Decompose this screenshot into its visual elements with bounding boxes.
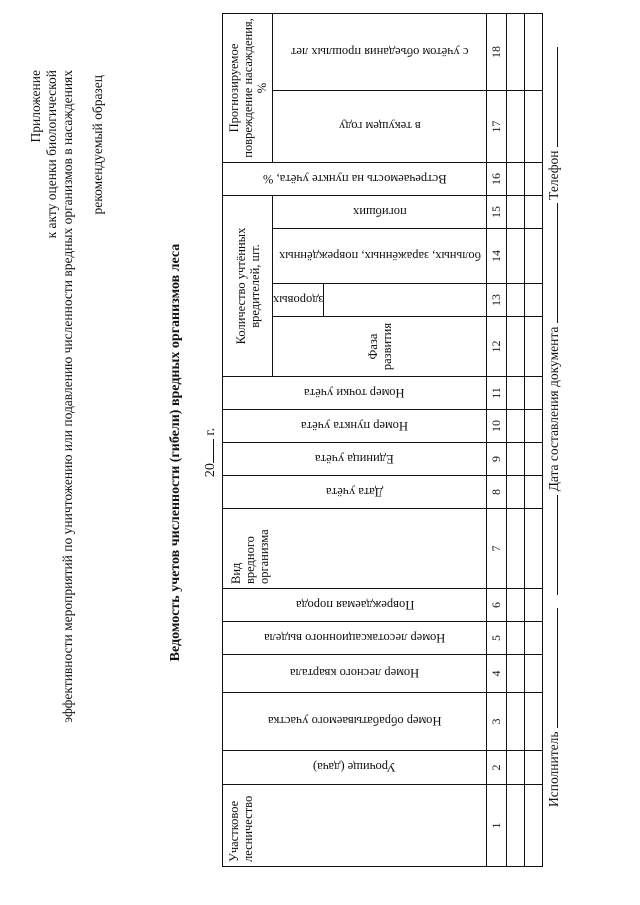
col-num-13: 13	[487, 284, 507, 317]
header-unit: Единица учёта	[223, 443, 487, 476]
header-quarter-number: Номер лесного квартала	[223, 655, 487, 693]
col-num-16: 16	[487, 163, 507, 196]
header-pest-type: Вид вредного организма	[223, 509, 487, 589]
date-line	[200, 0, 219, 905]
date-blank-footer	[545, 495, 558, 595]
col-num-10: 10	[487, 410, 507, 443]
footer	[545, 27, 562, 807]
header-point-number: Номер пункта учёта	[223, 410, 487, 443]
phone-label: Телефон	[546, 150, 561, 200]
col-num-15: 15	[487, 196, 507, 229]
col-num-17: 17	[487, 91, 507, 163]
date-prefix: 20	[203, 463, 218, 478]
col-num-12: 12	[487, 317, 507, 377]
col-num-4: 4	[487, 655, 507, 693]
header-sick: больных, заражённых, повреждённых	[273, 229, 487, 284]
document-date-blank	[545, 203, 558, 323]
col-num-3: 3	[487, 693, 507, 751]
table-row-blank-2	[525, 13, 543, 866]
column-numbers-row	[487, 13, 507, 866]
header-healthy: здоровых	[273, 284, 324, 317]
header-damage-group: Прогнозируемое повреждение насаждения, %	[223, 13, 273, 162]
col-num-9: 9	[487, 443, 507, 476]
appendix-line-2: эффективности мероприятий по уничтожению или подавлению численности вредных организмов в насаждениях	[60, 70, 75, 723]
header-current-year: в текущем году	[273, 91, 487, 163]
col-num-2: 2	[487, 751, 507, 785]
appendix-label: Приложение	[28, 70, 43, 143]
col-num-18: 18	[487, 13, 507, 90]
header-pest-count-group: Количество учтённых вредителей, шт.	[223, 196, 273, 377]
date-label: Дата составления документа	[546, 326, 561, 492]
header-plot-number: Номер обрабатываемого участка	[223, 693, 487, 751]
header-dead: погибших	[273, 196, 487, 229]
header-stand-number: Номер лесотаксационного выдела	[223, 622, 487, 655]
col-num-8: 8	[487, 476, 507, 509]
header-phase: Фаза развития	[273, 317, 487, 377]
col-num-5: 5	[487, 622, 507, 655]
col-num-1: 1	[487, 785, 507, 867]
col-num-11: 11	[487, 377, 507, 410]
executor-blank	[545, 608, 558, 728]
document-title: Ведомость учетов численности (гибели) вредных организмов леса	[168, 243, 183, 662]
executor-label: Исполнитель	[546, 731, 561, 807]
header-survey-date: Дата учёта	[223, 476, 487, 509]
appendix-block	[28, 70, 106, 723]
header-row-top	[223, 13, 273, 866]
col-num-7: 7	[487, 509, 507, 589]
date-suffix: г.	[203, 427, 218, 436]
header-tract: Урочище (дача)	[223, 751, 487, 785]
appendix-line-1: к акту оценки биологической	[44, 70, 59, 239]
sample-note: рекомендуемый образец	[90, 75, 105, 215]
phone-blank	[545, 47, 558, 147]
col-num-14: 14	[487, 229, 507, 284]
header-occurrence: Встречаемость на пункте учёта, %	[223, 163, 487, 196]
header-past-years: с учётом объедания прошлых лет	[273, 13, 487, 90]
header-healthy-cont	[324, 284, 487, 317]
header-species: Повреждаемая порода	[223, 589, 487, 622]
table-row-blank-1	[507, 13, 525, 866]
header-spot-number: Номер точки учёта	[223, 377, 487, 410]
records-table	[222, 13, 543, 867]
date-blank	[200, 439, 214, 463]
col-num-6: 6	[487, 589, 507, 622]
header-forestry: Участковое лесничество	[223, 785, 487, 867]
